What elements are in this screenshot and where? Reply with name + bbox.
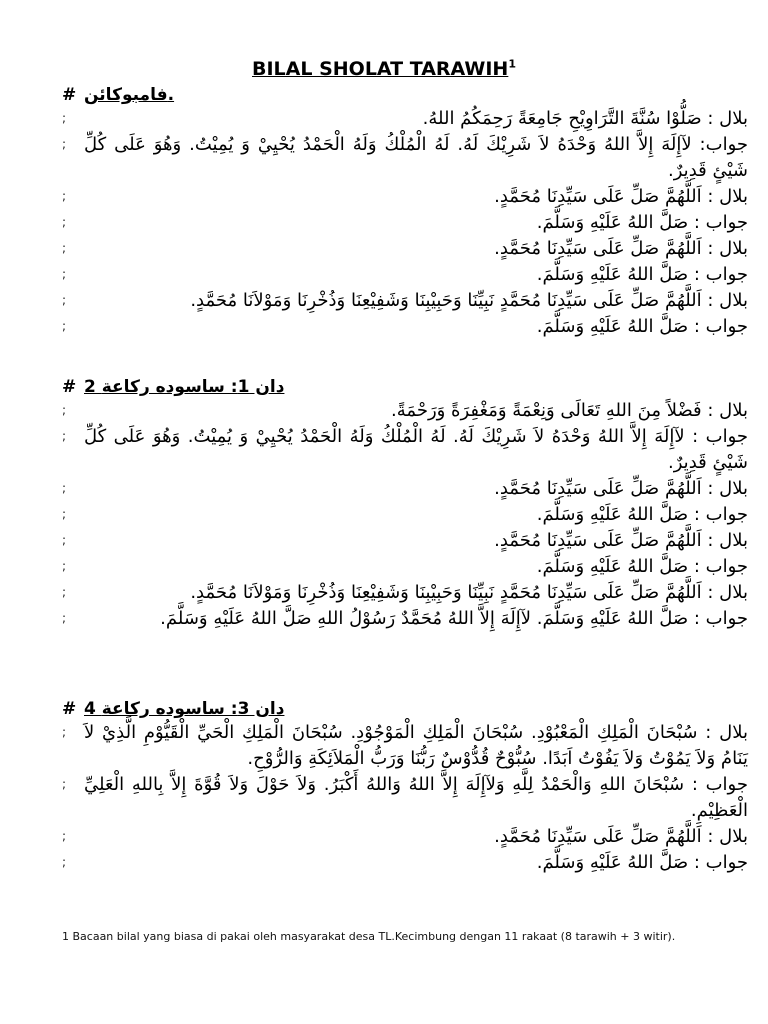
line-text: جواب : صَلَّ اللهُ عَلَيْهِ وَسَلَّمَ. لآإِلَهَ إِلاَّ اللهُ مُحَمَّدٌ رَسُوْلُ اللهِ صَلَّ اللهُ عَلَيْهِ وَسَلَّمَ.	[160, 608, 748, 629]
line-text: جواب : صَلَّ اللهُ عَلَيْهِ وَسَلَّمَ.	[536, 212, 748, 233]
list-item	[62, 262, 748, 288]
bullet-icon: ;	[62, 777, 67, 791]
list-item	[62, 850, 748, 876]
section-rakaat-1-2	[62, 376, 748, 632]
list-item	[62, 424, 748, 476]
bullet-icon: ;	[62, 585, 67, 599]
bullet-icon: ;	[62, 725, 67, 739]
line-text: جواب : صَلَّ اللهُ عَلَيْهِ وَسَلَّمَ.	[536, 316, 748, 337]
line-text: جواب : صَلَّ اللهُ عَلَيْهِ وَسَلَّمَ.	[536, 504, 748, 525]
list-item	[62, 824, 748, 850]
bullet-icon: ;	[62, 533, 67, 547]
bullet-icon: ;	[62, 559, 67, 573]
hash-mark: #	[62, 377, 77, 397]
list-item	[62, 184, 748, 210]
section-heading	[62, 84, 748, 106]
title-text: BILAL SHOLAT TARAWIH	[252, 58, 509, 80]
line-text: جواب: لآإِلَهَ إِلاَّ اللهُ وَحْدَهُ لاَ شَرِيْكَ لَهُ. لَهُ الْمُلْكُ وَلَهُ الْحَمْدُ يُحْيِيْ وَ يُمِيْتُ. وَهُوَ عَلَى كُلِّ شَيْئٍ قَدِيرٌ.	[84, 134, 748, 181]
list-item	[62, 502, 748, 528]
section-heading	[62, 698, 748, 720]
list-item	[62, 580, 748, 606]
bullet-icon: ;	[62, 293, 67, 307]
bullet-icon: ;	[62, 855, 67, 869]
bullet-icon: ;	[62, 481, 67, 495]
line-text: بلال : اَللَّهُمَّ صَلِّ عَلَى سَيِّدِنَا مُحَمَّدٍ.	[494, 238, 748, 259]
bullet-icon: ;	[62, 829, 67, 843]
list-item	[62, 398, 748, 424]
line-text: بلال : سُبْحَانَ الْمَلِكِ الْمَعْبُوْدِ. سُبْحَانَ الْمَلِكِ الْمَوْجُوْدِ. سُبْحَانَ الْمَلِكِ الْحَيِّ الْقَيُّوْمِ الَّذِيْ لاَ يَنَامُ وَلاَ يَمُوْتُ وَلاَ يَفُوْتُ اَبَدًا. سُبُّوْحٌ قُدُّوْسٌ رَبُّنَا وَرَبُّ الْمَلاَئِكَةِ وَالرُّوْحِ.	[84, 722, 748, 769]
bullet-icon: ;	[62, 137, 67, 151]
bullet-icon: ;	[62, 319, 67, 333]
line-text: جواب : صَلَّ اللهُ عَلَيْهِ وَسَلَّمَ.	[536, 556, 748, 577]
list-item	[62, 554, 748, 580]
list-item	[62, 606, 748, 632]
list-item	[62, 236, 748, 262]
bullet-icon: ;	[62, 267, 67, 281]
bullet-icon: ;	[62, 241, 67, 255]
heading-text: 2 دان 1: ساسوده ركاعة	[84, 377, 285, 397]
list-item	[62, 132, 748, 184]
bullet-icon: ;	[62, 111, 67, 125]
heading-text: 4 دان 3: ساسوده ركاعة	[84, 699, 285, 719]
line-text: بلال : فَضْلاً مِنَ اللهِ تَعَالَى وَنِعْمَةً وَمَغْفِرَةً وَرَحْمَةً.	[391, 400, 748, 421]
list-item	[62, 210, 748, 236]
line-text: بلال : صَلُّوْا سُنَّةَ التَّرَاوِيْحِ جَامِعَةً رَحِمَكُمُ اللهُ.	[422, 108, 748, 129]
footnote-ref: 1	[508, 57, 516, 71]
list-item	[62, 288, 748, 314]
bullet-icon: ;	[62, 189, 67, 203]
list-item	[62, 720, 748, 772]
bullet-icon: ;	[62, 403, 67, 417]
section-heading	[62, 376, 748, 398]
line-text: بلال : اَللَّهُمَّ صَلِّ عَلَى سَيِّدِنَا مُحَمَّدٍ.	[494, 530, 748, 551]
hash-mark: #	[62, 699, 77, 719]
line-text: بلال : اَللَّهُمَّ صَلِّ عَلَى سَيِّدِنَا مُحَمَّدٍ.	[494, 478, 748, 499]
heading-text: فامبوكائن.	[84, 85, 175, 105]
line-text: جواب : صَلَّ اللهُ عَلَيْهِ وَسَلَّمَ.	[536, 852, 748, 873]
bullet-icon: ;	[62, 429, 67, 443]
bullet-icon: ;	[62, 611, 67, 625]
list-item	[62, 476, 748, 502]
line-text: بلال : اَللَّهُمَّ صَلِّ عَلَى سَيِّدِنَا مُحَمَّدٍ نَبِيِّنَا وَحَبِيْبِنَا وَشَفِيْعِنَا وَذُخْرِنَا وَمَوْلاَنَا مُحَمَّدٍ.	[190, 582, 748, 603]
hash-mark: #	[62, 85, 77, 105]
line-text: بلال : اَللَّهُمَّ صَلِّ عَلَى سَيِّدِنَا مُحَمَّدٍ.	[494, 186, 748, 207]
bullet-icon: ;	[62, 507, 67, 521]
line-text: جواب : صَلَّ اللهُ عَلَيْهِ وَسَلَّمَ.	[536, 264, 748, 285]
list-item	[62, 772, 748, 824]
section-rakaat-3-4	[62, 698, 748, 876]
list-item	[62, 528, 748, 554]
line-text: بلال : اَللَّهُمَّ صَلِّ عَلَى سَيِّدِنَا مُحَمَّدٍ نَبِيِّنَا وَحَبِيْبِنَا وَشَفِيْعِنَا وَذُخْرِنَا وَمَوْلاَنَا مُحَمَّدٍ.	[190, 290, 748, 311]
line-text: جواب : سُبْحَانَ اللهِ وَالْحَمْدُ لِلَّهِ وَلآإِلَهَ إِلاَّ اللهُ وَاللهُ أَكْبَرُ. وَلاَ حَوْلَ وَلاَ قُوَّةَ إِلاَّ بِاللهِ الْعَلِيِّ الْعَظِيْمِ.	[84, 774, 748, 821]
document-title	[0, 58, 768, 80]
line-text: بلال : اَللَّهُمَّ صَلِّ عَلَى سَيِّدِنَا مُحَمَّدٍ.	[494, 826, 748, 847]
list-item	[62, 314, 748, 340]
section-opening	[62, 84, 748, 340]
line-text: جواب : لآإِلَهَ إِلاَّ اللهُ وَحْدَهُ لاَ شَرِيْكَ لَهُ. لَهُ الْمُلْكُ وَلَهُ الْحَمْدُ يُحْيِيْ وَ يُمِيْتُ. وَهُوَ عَلَى كُلِّ شَيْئٍ قَدِيرٌ.	[84, 426, 748, 473]
footnote: 1 Bacaan bilal yang biasa di pakai oleh masyarakat desa TL.Kecimbung dengan 11 rakaat (8 tarawih + 3 witir).	[62, 930, 676, 943]
bullet-icon: ;	[62, 215, 67, 229]
list-item	[62, 106, 748, 132]
